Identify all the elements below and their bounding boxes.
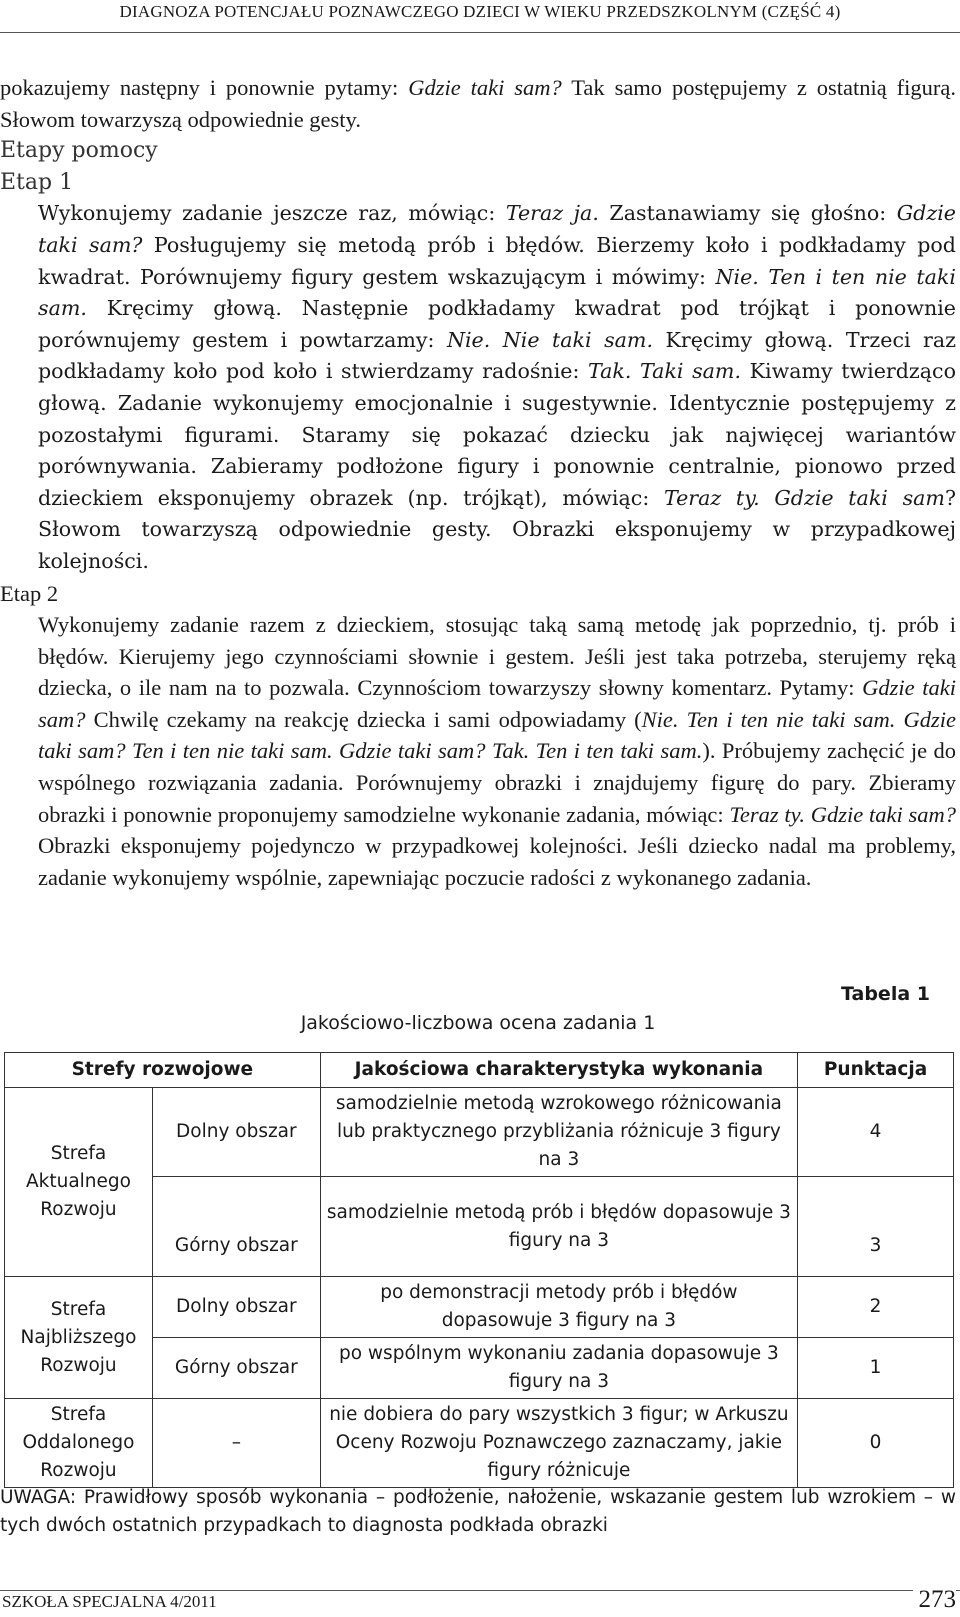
italic-text: Teraz ja. <box>505 201 599 226</box>
footer-rule <box>0 1590 960 1591</box>
italic-text: Nie. Nie taki sam. <box>446 327 654 352</box>
description-cell: po demonstracji metody prób i błędów dopasowuje 3 figury na 3 <box>320 1277 797 1338</box>
zone-cell: Strefa Oddalonego Rozwoju <box>5 1399 153 1488</box>
table-row <box>5 1277 954 1338</box>
text: Wykonujemy zadanie razem z dzieckiem, stosując taką samą metodę jak poprzednio, tj. prób i błędów. Kierujemy jego czynnościami słownie i gestem. Jeśli jest taka potrzeba, sterujemy ręką dziecka, o ile nam na to pozwala. Czynnościom towarzyszy słowny komentarz. Pytamy: <box>38 612 956 701</box>
italic-text: Gdzie taki sam? <box>38 201 956 257</box>
page-number: 273 <box>913 1586 957 1614</box>
italic-text: Nie. Ten i ten nie taki sam. Gdzie taki sam? Ten i ten nie taki sam. Gdzie taki sam? Tak. Ten i ten taki sam. <box>38 706 956 764</box>
paragraph-etap-1 <box>0 198 956 577</box>
text: Posługujemy się metodą prób i błędów. Bierzemy koło i podkładamy pod kwadrat. Porównujemy figury gestem wskazującym i mówimy: <box>38 232 956 289</box>
subzone-cell: Dolny obszar <box>152 1277 320 1338</box>
header-cell: Strefy rozwojowe <box>5 1053 321 1088</box>
text: ? Słowom towarzyszą odpowiednie gesty. Obrazki eksponujemy w przypadkowej kolejności. <box>38 485 956 573</box>
italic-text: Teraz ty. Gdzie taki sam? <box>729 801 956 827</box>
text: pokazujemy następny i ponownie pytamy: <box>0 75 409 100</box>
table-row <box>5 1399 954 1488</box>
text: Tak samo postępujemy z ostatnią figurą. Słowom towarzyszą odpowiednie gesty. <box>0 75 956 132</box>
subzone-cell: – <box>152 1399 320 1488</box>
table-title: Jakościowo-liczbowa ocena zadania 1 <box>300 1012 656 1034</box>
running-header: DIAGNOZA POTENCJAŁU POZNAWCZEGO DZIECI W WIEKU PRZEDSZKOLNYM (CZĘŚĆ 4) <box>0 2 960 33</box>
table-number: Tabela 1 <box>841 983 930 1005</box>
subzone-cell: Dolny obszar <box>152 1088 320 1177</box>
italic-text: Gdzie taki sam? <box>408 75 562 100</box>
score-cell: 0 <box>798 1399 954 1488</box>
description-cell: samodzielnie metodą wzrokowego różnicowania lub praktycznego przybliżania różnicuje 3 figury na 3 <box>320 1088 797 1177</box>
evaluation-table <box>4 1052 954 1488</box>
score-cell: 1 <box>798 1338 954 1399</box>
table-header-row <box>5 1053 954 1088</box>
description-cell: samodzielnie metodą prób i błędów dopasowuje 3 figury na 3 <box>320 1177 797 1277</box>
subzone-cell: Górny obszar <box>152 1177 320 1277</box>
description-cell: nie dobiera do pary wszystkich 3 figur; w Arkuszu Oceny Rozwoju Poznawczego zaznaczamy, jakie figury różnicuje <box>320 1399 797 1488</box>
text: Chwilę czekamy na reakcję dziecka i sami odpowiadamy ( <box>85 706 642 732</box>
italic-text: Gdzie taki sam? <box>38 675 956 732</box>
text: Zastanawiamy się głośno: <box>598 201 897 226</box>
header-cell: Punktacja <box>798 1053 954 1088</box>
table-note: UWAGA: Prawidłowy sposób wykonania – podłożenie, nałożenie, wskazanie gestem lub wzrokiem – w tych dwóch ostatnich przypadkach to diagnosta podkłada obrazki <box>0 1487 956 1536</box>
text: Kręcimy głową. Trzeci raz podkładamy koło pod koło i stwierdzamy radośnie: <box>38 327 957 384</box>
paragraph-intro <box>0 72 956 135</box>
table-row <box>5 1088 954 1177</box>
zone-cell: Strefa Aktualnego Rozwoju <box>5 1088 153 1277</box>
italic-text: Tak. Taki sam. <box>588 359 742 384</box>
text: Wykonujemy zadanie jeszcze raz, mówiąc: <box>38 201 506 226</box>
journal-name: SZKOŁA SPECJALNA 4/2011 <box>2 1592 223 1612</box>
text: ). Próbujemy zachęcić je do wspólnego rozwiązania zadania. Porównujemy obrazki i znajdujemy figurę do pary. Zbieramy obrazki i ponownie proponujemy samodzielne wykonanie zadania, mówiąc: <box>38 738 956 827</box>
score-cell: 4 <box>798 1088 954 1177</box>
italic-text: Teraz ty. Gdzie taki sam <box>663 485 945 510</box>
paragraph-etap-2 <box>0 609 956 893</box>
text: Kiwamy twierdząco głową. Zadanie wykonujemy emocjonalnie i sugestywnie. Identycznie postępujemy z pozostałymi figurami. Staramy się pokazać dziecku jak najwięcej wariantów porównywania. Zabieramy podłożone figury i ponownie centralnie, pionowo przed dzieckiem eksponujemy obrazek (np. trójkąt), mówiąc: <box>38 359 956 510</box>
italic-text: Nie. Ten i ten nie taki sam. <box>38 264 956 321</box>
header-cell: Jakościowa charakterystyka wykonania <box>320 1053 797 1088</box>
subzone-cell: Górny obszar <box>152 1338 320 1399</box>
zone-cell: Strefa Najbliższego Rozwoju <box>5 1277 153 1399</box>
description-cell: po wspólnym wykonaniu zadania dopasowuje 3 figury na 3 <box>320 1338 797 1399</box>
text: Kręcimy głową. Następnie podkładamy kwadrat pod trójkąt i ponownie porównujemy gestem i powtarzamy: <box>38 296 956 352</box>
score-cell: 2 <box>798 1277 954 1338</box>
heading-etapy-pomocy: Etapy pomocy <box>0 138 158 164</box>
body-text <box>0 72 956 893</box>
heading-etap-1: Etap 1 <box>0 169 74 195</box>
heading-etap-2: Etap 2 <box>0 580 59 606</box>
score-cell: 3 <box>798 1177 954 1277</box>
text: Obrazki eksponujemy pojedynczo w przypadkowej kolejności. Jeśli dziecko nadal ma problemy, zadanie wykonujemy wspólnie, zapewniając poczucie radości z wykonanego zadania. <box>38 833 956 890</box>
